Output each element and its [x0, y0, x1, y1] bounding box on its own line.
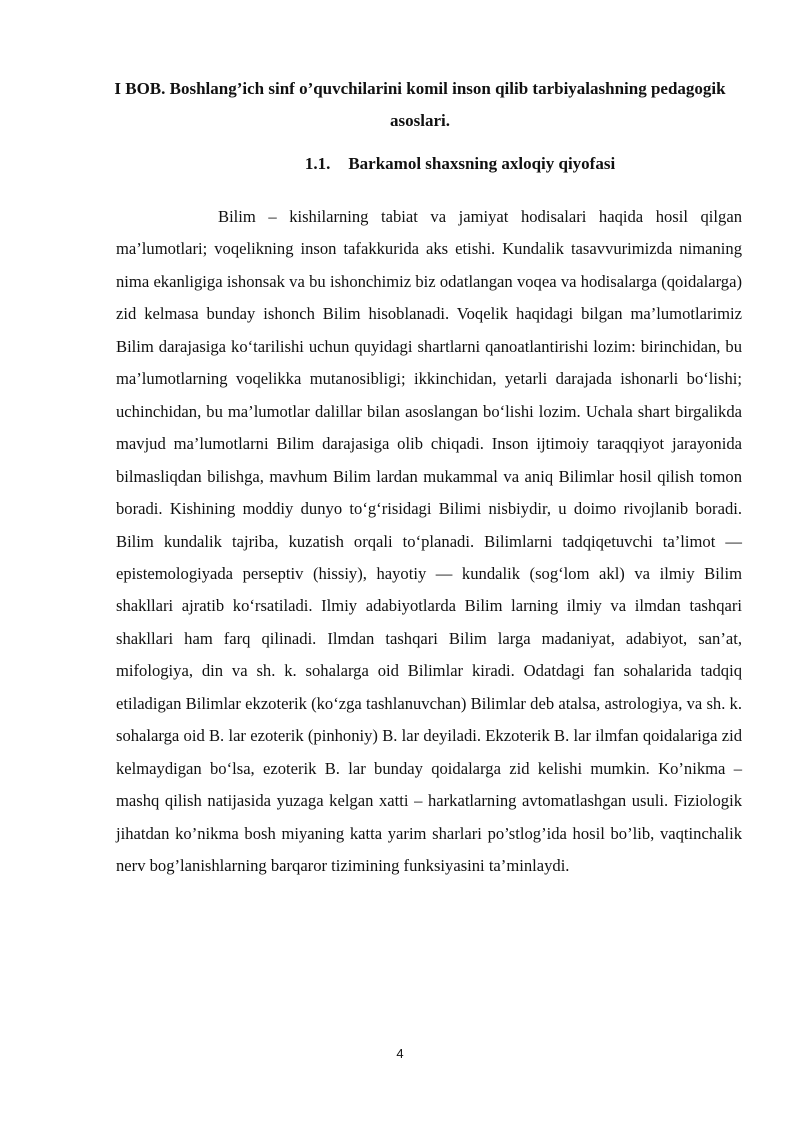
section-title: Barkamol shaxsning axloqiy qiyofasi: [348, 154, 616, 173]
chapter-title: I BOB. Boshlang’ich sinf o’quvchilarini komil inson qilib tarbiyalashning pedagogik asoslari.: [114, 79, 726, 130]
section-heading: [100, 150, 740, 178]
body-paragraph: Bilim – kishilarning tabiat va jamiyat hodisalari haqida hosil qilgan ma’lumotlari; voqelikning inson tafakkurida aks etishi. Kundalik tasavvurimizda nimaning nima ekanligiga ishonsak va bu ishonchimiz biz odatlangan voqea va hodisalarga (qoidalarga) zid kelmasa bunday ishonch Bilim hisoblanadi. Voqelik haqidagi bilgan ma’lumotlarimiz Bilim darajasiga ko‘tarilishi uchun quyidagi shartlarni qanoatlantirishi lozim: birinchidan, bu ma’lumotlarning voqelikka mutanosibligi; ikkinchidan, yetarli darajada ishonarli bo‘lishi; uchinchidan, bu ma’lumotlar dalillar bilan asoslangan bo‘lishi lozim. Uchala shart birgalikda mavjud ma’lumotlarni Bilim darajasiga olib chiqadi. Inson ijtimoiy taraqqiyot jarayonida bilmasliqdan bilishga, mavhum Bilim lardan mukammal va aniq Bilimlar hosil qilish tomon boradi. Kishining moddiy dunyo to‘g‘risidagi Bilimi nisbiydir, u doimo rivojlanib boradi. Bilim kundalik tajriba, kuzatish orqali to‘planadi. Bilimlarni tadqiqetuvchi ta’limot — epistemologiyada perseptiv (hissiy), hayotiy — kundalik (sog‘lom akl) va ilmiy Bilim shakllari ajratib ko‘rsatiladi. Ilmiy adabiyotlarda Bilim larning ilmiy va ilmdan tashqari shakllari ham farq qilinadi. Ilmdan tashqari Bilim larga madaniyat, adabiyot, san’at, mifologiya, din va sh. k. sohalarga oid Bilimlar kiradi. Odatdagi fan sohalarida tadqiq etiladigan Bilimlar ekzoterik (ko‘zga tashlanuvchan) Bilimlar deb atalsa, astrologiya, va sh. k. sohalarga oid B. lar ezoterik (pinhoniy) B. lar deyiladi. Ekzoterik B. lar ilmfan qoidalariga zid kelmaydigan bo‘lsa, ezoterik B. lar bunday qoidalarga zid kelishi mumkin. Ko’nikma – mashq qilish natijasida yuzaga kelgan xatti – harkatlarning avtomatlashgan usuli. Fiziologik jihatdan ko’nikma bosh miyaning katta yarim sharlari po’stlog’ida hosil bo’lib, vaqtinchalik nerv bog’lanishlarning barqaror tizimining funksiyasini ta’minlaydi.: [116, 207, 742, 876]
section-number: 1.1.: [304, 154, 331, 173]
page-number: 4: [396, 1046, 404, 1061]
